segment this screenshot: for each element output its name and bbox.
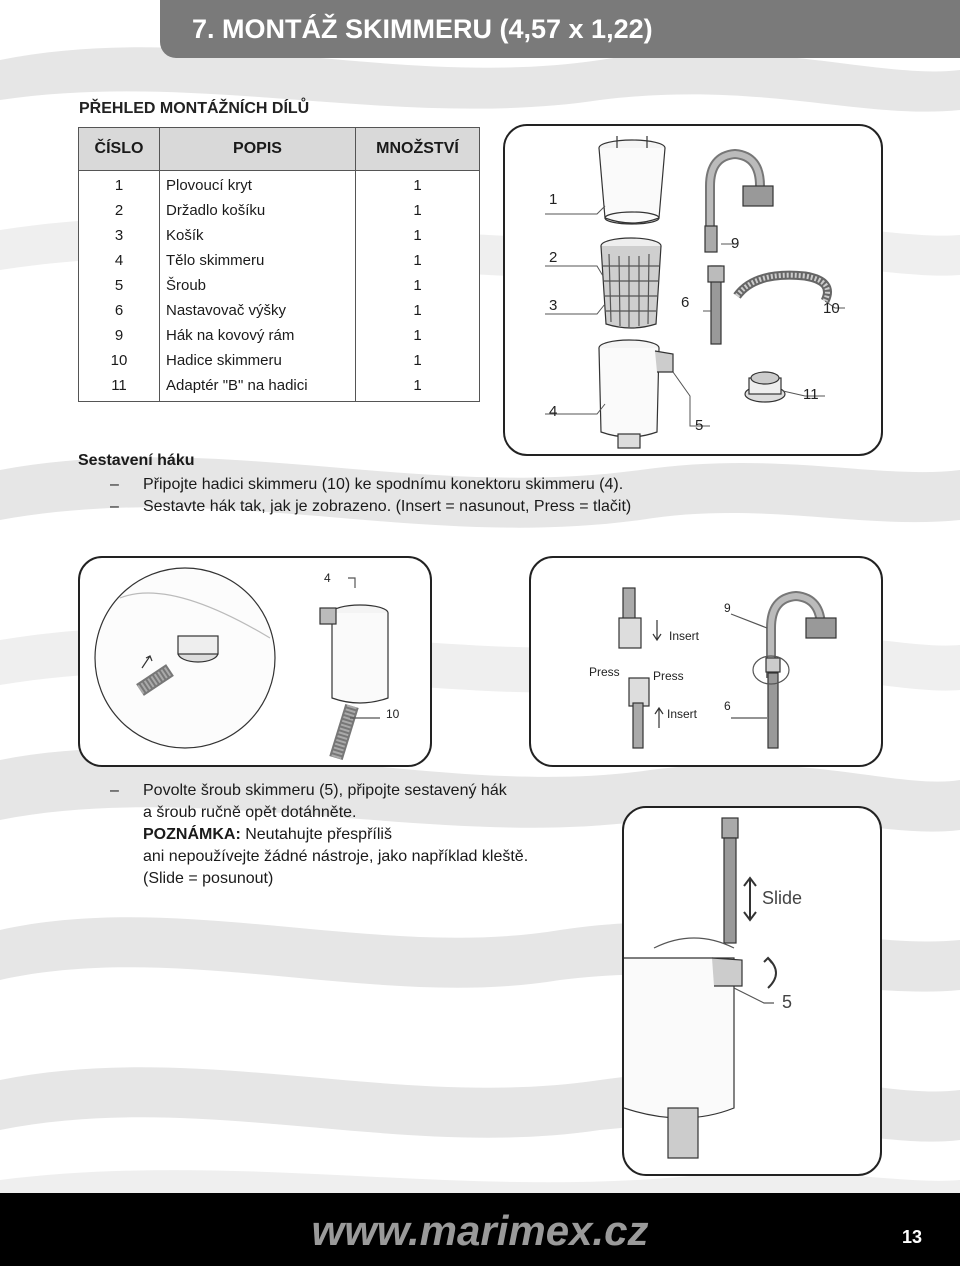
hose-label-10: 10 [386, 707, 400, 721]
hook-assembly-diagram [531, 558, 881, 765]
step-text: Připojte hadici skimmeru (10) ke spodnímu konektoru skimmeru (4). [143, 476, 624, 493]
part-number: 11 [79, 373, 160, 402]
hook-full-drawing [731, 596, 836, 748]
table-row [79, 273, 480, 298]
table-row [79, 348, 480, 373]
slide-label: Slide [762, 888, 803, 908]
hook-insert-drawing [619, 588, 663, 748]
part-quantity: 1 [356, 171, 480, 199]
part-number: 5 [79, 273, 160, 298]
skimmer-body-drawing [599, 340, 673, 448]
final-step-line-2: a šroub ručně opět dotáhněte. [143, 804, 357, 821]
hook-label-press-left: Press [589, 665, 620, 679]
part-quantity: 1 [356, 198, 480, 223]
page-title-bar [160, 0, 960, 58]
table-row [79, 323, 480, 348]
screw-label-5: 5 [782, 992, 793, 1012]
part-description: Tělo skimmeru [160, 248, 356, 273]
hose-drawing [737, 275, 828, 301]
part-quantity: 1 [356, 248, 480, 273]
hook-label-insert-bottom: Insert [667, 707, 698, 721]
diagram-label-11: 11 [803, 386, 819, 403]
part-description: Nastavovač výšky [160, 298, 356, 323]
hook-label-9: 9 [724, 601, 731, 615]
zoom-circle-drawing [95, 568, 275, 748]
part-description: Hadice skimmeru [160, 348, 356, 373]
table-row [79, 373, 480, 402]
part-number: 6 [79, 298, 160, 323]
part-description: Adaptér "B" na hadici [160, 373, 356, 402]
diagram-label-9: 9 [731, 235, 740, 252]
part-number: 10 [79, 348, 160, 373]
part-number: 1 [79, 171, 160, 199]
part-description: Hák na kovový rám [160, 323, 356, 348]
basket-drawing [601, 238, 661, 328]
part-number: 9 [79, 323, 160, 348]
table-row [79, 248, 480, 273]
hose-connection-diagram [80, 558, 430, 765]
height-adjuster-drawing [708, 266, 724, 344]
diagram-label-3: 3 [549, 297, 558, 314]
part-description: Šroub [160, 273, 356, 298]
part-number: 4 [79, 248, 160, 273]
col-header-description: POPIS [160, 128, 356, 171]
note-label: POZNÁMKA: [143, 826, 241, 843]
diagram-label-5: 5 [695, 417, 704, 434]
final-step-line-5: (Slide = posunout) [143, 870, 274, 887]
page-title: 7. MONTÁŽ SKIMMERU (4,57 x 1,22) [192, 14, 653, 44]
final-step-line-4: ani nepoužívejte žádné nástroje, jako například kleště. [143, 848, 529, 865]
diagram-label-6: 6 [681, 294, 690, 311]
footer [0, 1193, 960, 1266]
step-text: Sestavte hák tak, jak je zobrazeno. (Insert = nasunout, Press = tlačit) [143, 498, 632, 515]
hook-label-insert-top: Insert [669, 629, 700, 643]
step-dash: – [110, 476, 119, 493]
table-row [79, 198, 480, 223]
part-description: Košík [160, 223, 356, 248]
hose-label-4: 4 [324, 571, 331, 585]
part-quantity: 1 [356, 273, 480, 298]
footer-url: www.marimex.cz [311, 1207, 649, 1254]
page-number: 13 [901, 1227, 922, 1247]
diagram-label-10: 10 [823, 300, 840, 317]
skimmer-screw-drawing [624, 938, 776, 1158]
part-quantity: 1 [356, 323, 480, 348]
parts-overview-heading: PŘEHLED MONTÁŽNÍCH DÍLŮ [79, 100, 310, 117]
skimmer-hose-drawing [320, 578, 388, 758]
diagram-label-4: 4 [549, 403, 558, 420]
final-step-note [143, 826, 392, 844]
diagram-label-2: 2 [549, 249, 558, 266]
final-step-line-1: Povolte šroub skimmeru (5), připojte sestavený hák [143, 782, 507, 799]
parts-table-header [79, 128, 480, 171]
part-quantity: 1 [356, 348, 480, 373]
hook-label-6: 6 [724, 699, 731, 713]
step-dash: – [110, 782, 119, 799]
screw-slide-diagram [624, 808, 880, 1174]
part-quantity: 1 [356, 223, 480, 248]
part-number: 2 [79, 198, 160, 223]
assembly-heading: Sestavení háku [78, 452, 195, 469]
table-row [79, 298, 480, 323]
step-dash: – [110, 498, 119, 515]
leader-lines [545, 206, 845, 426]
col-header-quantity: MNOŽSTVÍ [356, 128, 480, 171]
hose-connection-panel [78, 556, 432, 767]
table-row [79, 171, 480, 199]
hook-assembly-panel [529, 556, 883, 767]
part-quantity: 1 [356, 298, 480, 323]
parts-diagram-panel [503, 124, 883, 456]
part-description: Plovoucí kryt [160, 171, 356, 199]
part-description: Držadlo košíku [160, 198, 356, 223]
part-number: 3 [79, 223, 160, 248]
table-row [79, 223, 480, 248]
adapter-drawing [745, 372, 785, 402]
screw-slide-panel [622, 806, 882, 1176]
diagram-label-1: 1 [549, 191, 558, 208]
parts-diagram [505, 126, 881, 454]
note-text: Neutahujte přespříliš [240, 826, 392, 843]
adjuster-slide-drawing [722, 818, 756, 943]
parts-table [78, 127, 480, 402]
hook-label-press-right: Press [653, 669, 684, 683]
floating-lid-drawing [599, 136, 665, 224]
col-header-number: ČÍSLO [79, 128, 160, 171]
part-quantity: 1 [356, 373, 480, 402]
